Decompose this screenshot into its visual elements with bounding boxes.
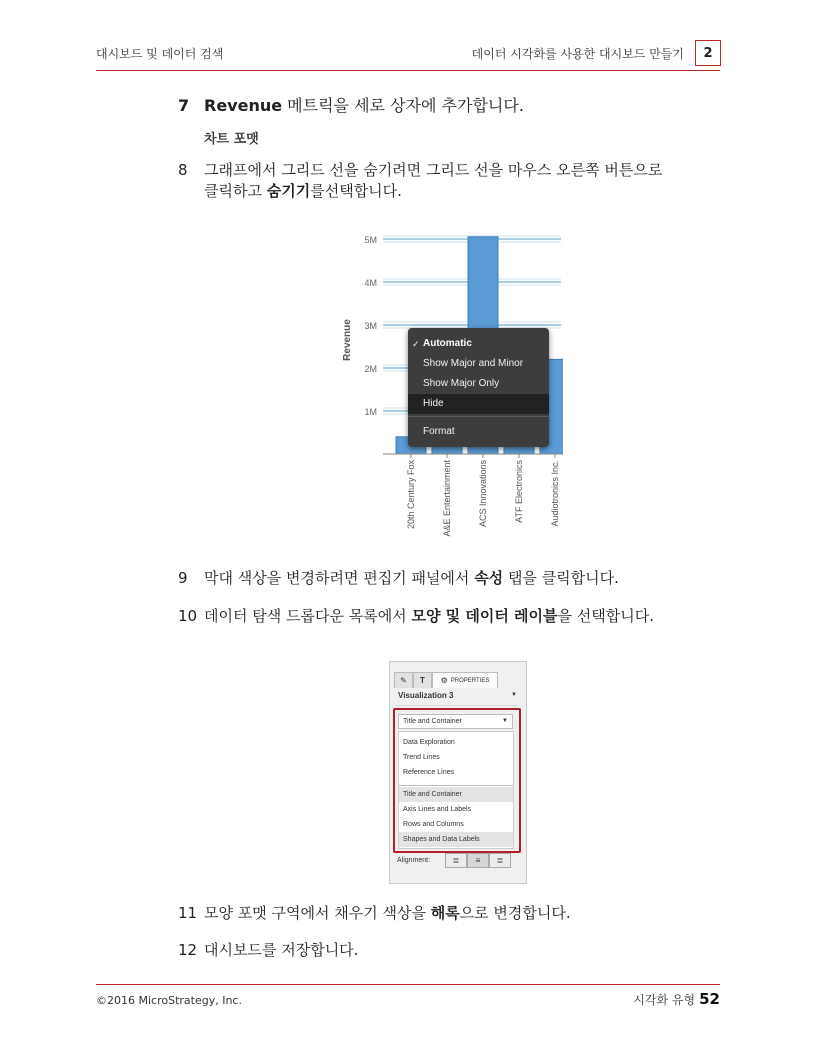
x-tick-label: ATF Electronics — [514, 460, 524, 523]
menu-item-show-major-minor[interactable] — [408, 354, 549, 374]
x-tick-label: Audiotronics Inc. — [550, 460, 560, 527]
header-rule — [96, 70, 720, 71]
align-center-icon: ≡ — [475, 856, 481, 865]
option-label: Shapes and Data Labels — [403, 836, 480, 843]
step-9 — [178, 567, 619, 588]
align-right-icon: ≣ — [496, 856, 504, 865]
alignment-buttons — [445, 853, 511, 868]
editor-tabs — [394, 672, 498, 688]
format-section-dropdown[interactable] — [398, 714, 513, 729]
align-left-icon: ≣ — [452, 856, 460, 865]
x-tick-label: 20th Century Fox — [406, 460, 416, 530]
step-number: 10 — [178, 607, 198, 625]
tab-properties[interactable] — [432, 672, 498, 688]
chapter-number-box: 2 — [695, 40, 721, 66]
step-bold: 모양 및 데이터 레이블 — [411, 607, 558, 625]
y-tick-label: 2M — [364, 364, 377, 374]
step-bold: Revenue — [204, 96, 283, 115]
step-bold: 해록 — [430, 904, 460, 922]
gridline-context-menu — [408, 328, 549, 447]
option-rows-and-columns[interactable] — [399, 817, 513, 832]
menu-item-hide[interactable] — [408, 394, 549, 414]
x-tick-label: ACS Innovations — [478, 460, 488, 528]
step-text: 모양 포맷 구역에서 채우기 색상을 — [204, 904, 431, 922]
chevron-down-icon[interactable]: ▼ — [511, 692, 517, 698]
dropdown-value: Title and Container — [403, 718, 462, 725]
align-left-button[interactable] — [445, 853, 467, 868]
tab-editor[interactable] — [394, 672, 413, 688]
gear-icon: ⚙ — [440, 676, 448, 685]
menu-item-automatic[interactable] — [408, 334, 549, 354]
menu-item-label: Format — [423, 426, 455, 437]
option-trend-lines[interactable] — [399, 750, 513, 765]
step-text: 대시보드를 저장합니다. — [204, 941, 359, 959]
step-8 — [178, 160, 708, 202]
option-label: Title and Container — [403, 791, 462, 798]
option-label: Reference Lines — [403, 769, 454, 776]
step-number: 9 — [178, 569, 188, 587]
step-bold: 속성 — [474, 569, 504, 587]
step-text: 메트릭을 세로 상자에 추가합니다. — [282, 96, 524, 115]
y-tick-label: 4M — [364, 278, 377, 288]
align-center-button[interactable] — [467, 853, 489, 868]
alignment-label: Alignment: — [397, 857, 431, 864]
step-text: 를선택합니다. — [310, 182, 402, 200]
step-bold: 숨기기 — [266, 182, 311, 200]
header-chapter-title: 데이터 시각화를 사용한 대시보드 만들기 — [471, 47, 684, 61]
step-text: 클릭하고 — [204, 182, 267, 200]
check-icon: ✓ — [412, 339, 420, 349]
panel-divider — [396, 705, 518, 706]
menu-item-show-major-only[interactable] — [408, 374, 549, 394]
filter-icon: T — [420, 676, 425, 685]
x-tick-label: A&E Entertainment — [442, 460, 452, 537]
footer-page-info — [633, 990, 720, 1008]
menu-item-label: Show Major Only — [423, 378, 500, 389]
footer-section: 시각화 유형 — [633, 993, 696, 1007]
y-axis-title: Revenue — [342, 319, 353, 361]
step-7 — [178, 93, 524, 116]
step-11 — [178, 902, 571, 923]
option-label: Axis Lines and Labels — [403, 806, 472, 813]
option-reference-lines[interactable] — [399, 765, 513, 780]
step-number: 12 — [178, 941, 198, 959]
menu-item-label: Hide — [423, 398, 444, 409]
footer-rule — [96, 984, 720, 985]
properties-panel-screenshot — [389, 661, 527, 884]
dropdown-options — [398, 731, 514, 849]
y-tick-label: 1M — [364, 407, 377, 417]
y-tick-label: 3M — [364, 321, 377, 331]
option-label: Trend Lines — [403, 754, 440, 761]
align-right-button[interactable] — [489, 853, 511, 868]
step-text: 그래프에서 그리드 선을 숨기려면 그리드 선을 마우스 오른쪽 버튼으로 — [204, 161, 663, 179]
page-number: 52 — [699, 990, 720, 1008]
step-12 — [178, 939, 358, 960]
step-number: 8 — [178, 161, 188, 179]
step-text: 데이터 탐색 드롭다운 목록에서 — [204, 607, 412, 625]
visualization-title: Visualization 3 — [398, 691, 454, 700]
pencil-icon: ✎ — [400, 676, 407, 685]
chevron-down-icon: ▼ — [502, 718, 508, 724]
step-text: 막대 색상을 변경하려면 편집기 패널에서 — [204, 569, 475, 587]
tab-label: PROPERTIES — [450, 677, 490, 684]
option-axis-lines-and-labels[interactable] — [399, 802, 513, 817]
menu-item-label: Automatic — [423, 338, 472, 349]
menu-item-label: Show Major and Minor — [423, 358, 524, 369]
option-shapes-and-data-labels[interactable] — [399, 832, 513, 847]
y-tick-label: 5M — [364, 235, 377, 245]
header-section-title: 대시보드 및 데이터 검색 — [96, 47, 224, 61]
step-10 — [178, 605, 654, 626]
option-data-exploration[interactable] — [399, 735, 513, 750]
option-label: Data Exploration — [403, 739, 455, 746]
option-label: Rows and Columns — [403, 821, 464, 828]
menu-item-format[interactable] — [408, 422, 549, 442]
tab-filter[interactable] — [413, 672, 432, 688]
option-title-and-container[interactable] — [399, 787, 513, 802]
footer-copyright: ©2016 MicroStrategy, Inc. — [96, 994, 242, 1007]
menu-divider — [408, 416, 549, 417]
step-text: 으로 변경합니다. — [459, 904, 571, 922]
step-number: 11 — [178, 904, 198, 922]
section-heading: 차트 포맷 — [204, 132, 259, 147]
step-number: 7 — [178, 96, 190, 115]
options-divider — [399, 785, 513, 786]
step-text: 을 선택합니다. — [557, 607, 655, 625]
step-text: 탭을 클릭합니다. — [503, 569, 619, 587]
